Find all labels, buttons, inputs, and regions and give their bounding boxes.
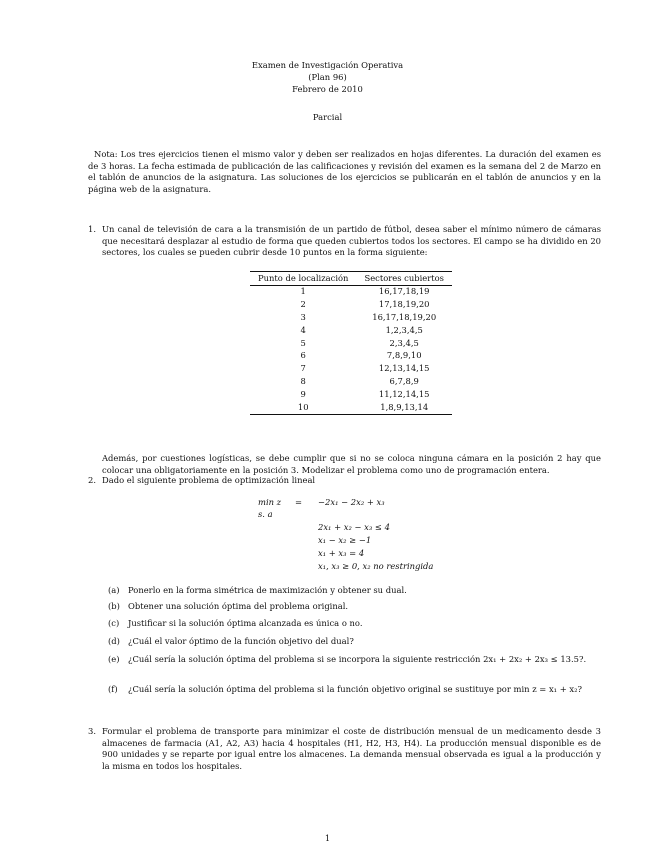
table-header-sectors: Sectores cubiertos <box>356 272 452 286</box>
exam-plan: (Plan 96) <box>308 72 347 82</box>
item-text: Obtener una solución óptima del problema original. <box>128 601 349 611</box>
table-row <box>250 350 452 363</box>
objective-equals-sign: = <box>295 497 303 507</box>
table-cell-sectors: 16,17,18,19 <box>378 286 430 297</box>
table-row <box>250 285 452 298</box>
table-cell-point: 8 <box>300 376 306 387</box>
exercise-2-number: 2. <box>88 475 96 485</box>
item-text: ¿Cuál sería la solución óptima del problema si se incorpora la siguiente restricción 2x₁ + 2x₂ + 2x₃ ≤ 13.5?. <box>128 654 587 664</box>
table-cell-sectors: 2,3,4,5 <box>389 337 419 348</box>
exercise-2-item-b <box>108 601 601 613</box>
subject-to-label: s. a <box>258 509 273 519</box>
item-label: (a) <box>108 585 120 595</box>
table-header-point: Punto de localización <box>250 272 356 286</box>
item-label: (e) <box>108 654 120 664</box>
exercise-1-after: Además, por cuestiones logísticas, se debe cumplir que si no se coloca ninguna cámara en la posición 2 hay que colocar una obligatoriamente en la posición 3. Modelizar el problema como uno de programación entera. <box>102 453 601 475</box>
table-cell-point: 9 <box>300 388 306 399</box>
table-header-row <box>250 272 452 286</box>
table-cell-sectors: 6,7,8,9 <box>389 376 419 387</box>
table-row <box>250 401 452 414</box>
constraint-2: x₁ − x₂ ≥ −1 <box>318 535 372 545</box>
table-cell-point: 2 <box>300 299 306 310</box>
exam-date: Febrero de 2010 <box>292 84 363 94</box>
table-row <box>250 388 452 401</box>
objective-label: min z <box>258 497 282 507</box>
table-cell-point: 3 <box>300 312 306 323</box>
table-cell-sectors: 11,12,14,15 <box>378 388 430 399</box>
table-cell-sectors: 17,18,19,20 <box>378 299 430 310</box>
table-row <box>250 324 452 337</box>
localization-table <box>250 271 452 415</box>
item-text: Ponerlo en la forma simétrica de maximización y obtener su dual. <box>128 585 407 595</box>
exam-title: Examen de Investigación Operativa <box>251 60 404 70</box>
exercise-2-item-d <box>108 636 601 648</box>
table-cell-point: 6 <box>300 350 306 361</box>
exercise-3-text: Formular el problema de transporte para minimizar el coste de distribución mensual de un medicamento desde 3 almacenes de farmacia (A1, A2, A3) hacia 4 hospitales (H1, H2, H3, H4). La producción mensual disponible es de 900 unidades y se reparte por igual entre los almacenes. La demanda mensual observada es igual a la producción y la misma en todos los hospitales. <box>102 726 601 771</box>
table-cell-sectors: 12,13,14,15 <box>378 363 430 374</box>
exercise-2-item-e <box>108 654 601 666</box>
table-row <box>250 311 452 324</box>
exercise-1-text: Un canal de televisión de cara a la transmisión de un partido de fútbol, desea saber el mínimo número de cámaras que necesitará desplazar al estudio de forma que queden cubiertos todos los sectores. El campo se ha dividido en 20 sectores, los cuales se pueden cubrir desde 10 puntos en la forma siguiente: <box>102 224 601 257</box>
table-cell-sectors: 1,8,9,13,14 <box>356 401 452 414</box>
table-cell-sectors: 1,2,3,4,5 <box>385 324 423 335</box>
exam-section: Parcial <box>312 112 343 122</box>
exercise-3-number: 3. <box>88 726 96 736</box>
exercise-3 <box>88 726 601 772</box>
item-label: (d) <box>108 636 120 646</box>
item-text: Justificar si la solución óptima alcanzada es única o no. <box>128 618 363 628</box>
item-label: (b) <box>108 601 120 611</box>
exercise-2-text: Dado el siguiente problema de optimización lineal <box>102 475 316 485</box>
table-cell-point: 5 <box>300 337 306 348</box>
table-cell-point: 1 <box>300 286 306 297</box>
table-row <box>250 299 452 312</box>
item-label: (f) <box>108 684 118 694</box>
table-row <box>250 363 452 376</box>
exercise-2-item-c <box>108 618 601 630</box>
exercise-1-number: 1. <box>88 224 96 234</box>
table-cell-point: 7 <box>300 363 306 374</box>
item-text: ¿Cuál sería la solución óptima del problema si la función objetivo original se sustituye por min z = x₁ + x₂? <box>128 684 582 694</box>
table-cell-point: 10 <box>250 401 356 414</box>
exercise-2-item-f <box>108 684 601 696</box>
table-cell-point: 4 <box>300 324 306 335</box>
objective-function: −2x₁ − 2x₂ + x₃ <box>318 497 385 507</box>
table-row <box>250 337 452 350</box>
item-label: (c) <box>108 618 120 628</box>
exercise-1 <box>88 224 601 259</box>
note-text: Los tres ejercicios tienen el mismo valor y deben ser realizados en hojas diferentes. La duración del examen es de 3 horas. La fecha estimada de publicación de las calificaciones y revisión del examen es la semana del 2 de Marzo en el tablón de anuncios de la asignatura. Las soluciones de los ejercicios se publicarán en el tablón de anuncios y en la página web de la asignatura. <box>88 149 601 194</box>
table-cell-sectors: 16,17,18,19,20 <box>372 312 437 323</box>
page-number: 1 <box>324 833 331 843</box>
exercise-2 <box>88 475 601 487</box>
exercise-2-item-a <box>108 585 601 597</box>
exam-note <box>88 149 601 195</box>
table-cell-sectors: 7,8,9,10 <box>386 350 422 361</box>
constraint-1: 2x₁ + x₂ − x₃ ≤ 4 <box>318 522 390 532</box>
item-text: ¿Cuál el valor óptimo de la función objetivo del dual? <box>128 636 354 646</box>
objective-equals <box>295 497 302 509</box>
constraint-3: x₁ + x₃ = 4 <box>318 548 365 558</box>
table-row <box>250 375 452 388</box>
constraint-4: x₁, x₃ ≥ 0, x₂ no restringida <box>318 561 434 571</box>
note-label: Nota: <box>94 149 118 159</box>
